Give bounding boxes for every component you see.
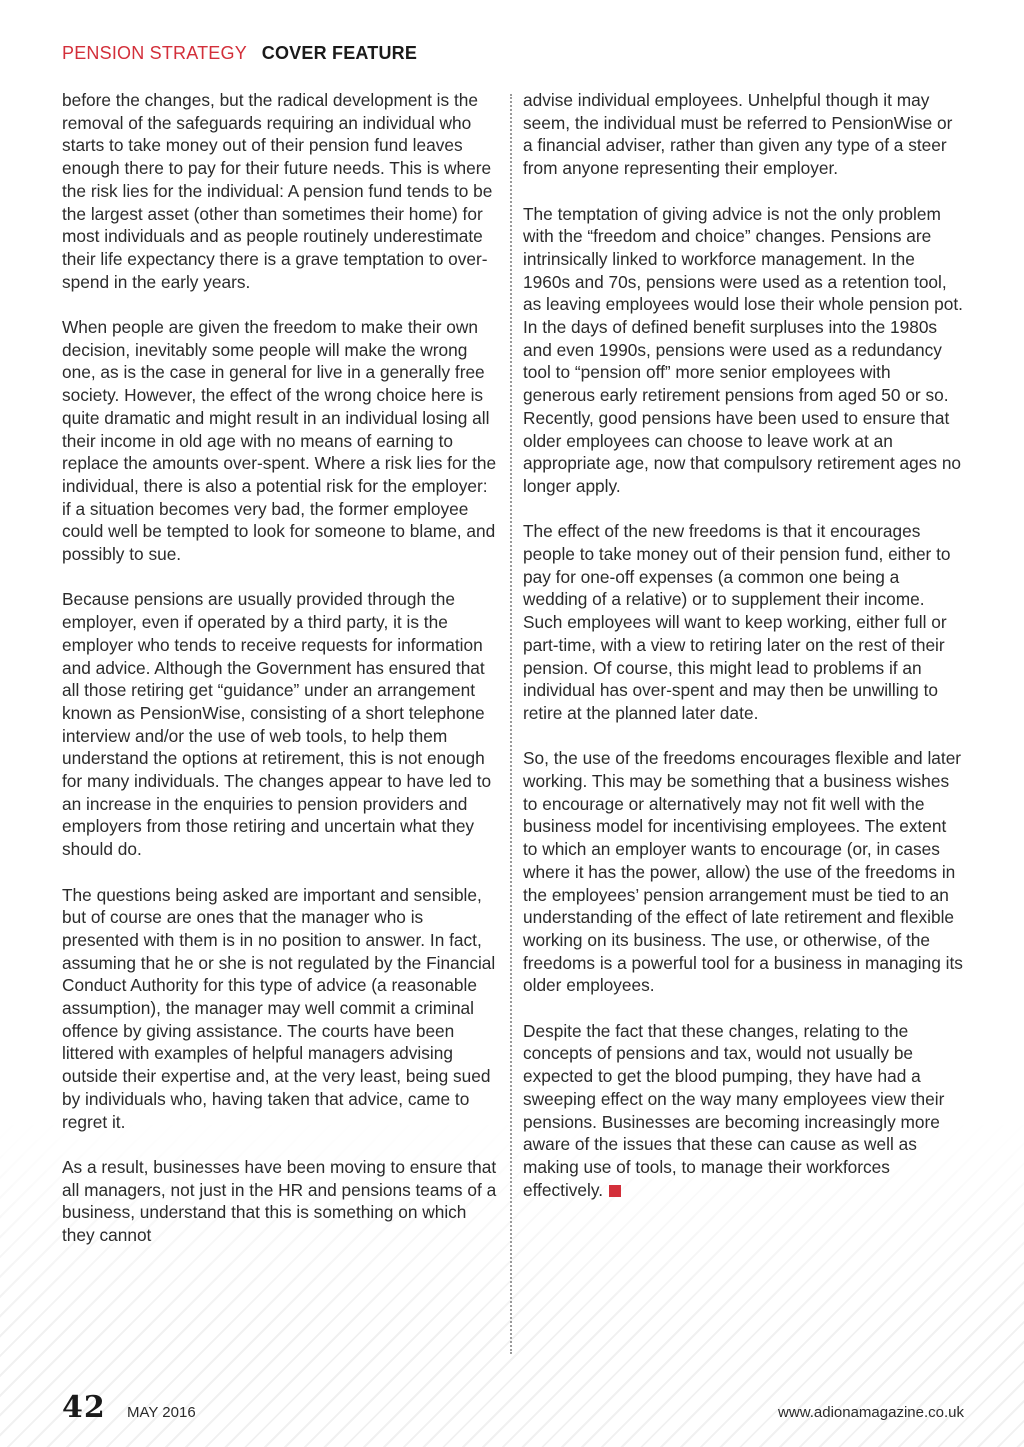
column-divider <box>510 94 512 1354</box>
paragraph-final <box>523 1020 965 1202</box>
feature-label: COVER FEATURE <box>261 43 418 63</box>
paragraph-text: Despite the fact that these changes, relating to the concepts of pensions and tax, would not usually be expected to get the blood pumping, they have had a sweeping effect on the way many employees view their pensions. Businesses are becoming increasingly more aware of the issues that these can cause as well as making use of tools, to manage their workforces effectively. <box>523 1020 945 1200</box>
website-url: www.adionamagazine.co.uk <box>778 1404 964 1421</box>
paragraph: Because pensions are usually provided through the employer, even if operated by a third party, it is the employer who tends to receive requests for information and advice. Although the Government has ensured that all those retiring get “guidance” under an arrangement known as PensionWise, consisting of a short telephone interview and/or the use of web tools, to help them understand the options at retirement, this is not enough for many individuals. The changes appear to have led to an increase in the enquiries to pension providers and employers from those retiring and uncertain what they should do. <box>62 589 492 860</box>
page-number: 42 <box>62 1390 106 1425</box>
article-column-left <box>62 89 498 1269</box>
paragraph: As a result, businesses have been moving to ensure that all managers, not just in the HR and pensions teams of a business, understand that this is something on which they cannot <box>62 1156 497 1246</box>
article-column-right <box>523 89 965 1224</box>
section-label: PENSION STRATEGY <box>62 43 247 63</box>
paragraph: before the changes, but the radical development is the removal of the safeguards requiring an individual who starts to take money out of their pension fund leaves enough there to pay for their future needs. This is where the risk lies for the individual: A pension fund tends to be the largest asset (other than sometimes their home) for most individuals and as people routinely underestimate their life expectancy there is a grave temptation to over-spend in the early years. <box>62 90 493 292</box>
paragraph: advise individual employees. Unhelpful though it may seem, the individual must be referred to PensionWise or a financial adviser, rather than given any type of a steer from anyone representing their employer. <box>523 90 953 179</box>
paragraph: The effect of the new freedoms is that it encourages people to take money out of their pension fund, either to pay for one-off expenses (a common one being a wedding of a relative) or to supplement their income. Such employees will want to keep working, either full or part-time, with a view to retiring later on the rest of their pension. Of course, this might lead to problems if an individual has over-spent and may then be unwilling to retire at the planned later date. <box>523 521 951 723</box>
issue-date: MAY 2016 <box>127 1404 196 1421</box>
paragraph: When people are given the freedom to make their own decision, inevitably some people will make the wrong one, as is the case in general for live in a generally free society. However, the effect of the wrong choice here is quite dramatic and might result in an individual losing all their income in old age with no means of earning to replace the amounts over-spent. Where a risk lies for the individual, there is also a potential risk for the employer: if a situation becomes very bad, the former employee could well be tempted to look for someone to blame, and possibly to sue. <box>62 317 497 565</box>
paragraph: The temptation of giving advice is not the only problem with the “freedom and choice” changes. Pensions are intrinsically linked to workforce management. In the 1960s and 70s, pensions were used as a retention tool, as leaving employees would lose their whole pension pot. In the days of defined benefit surpluses into the 1980s and even 1990s, pensions were used as a redundancy tool to “pension off” more senior employees with generous early retirement pensions from aged 50 or so. Recently, good pensions have been used to ensure that older employees can choose to leave work at an appropriate age, now that compulsory retirement ages no longer apply. <box>523 203 963 496</box>
end-mark-icon <box>609 1185 621 1197</box>
page-header <box>62 43 417 64</box>
paragraph: So, the use of the freedoms encourages flexible and later working. This may be something that a business wishes to encourage or alternatively may not fit well with the business model for incentivising employees. The extent to which an employer wants to encourage (or, in cases where it has the power, allow) the use of the freedoms in the employees’ pension arrangement must be tied to an understanding of the effect of late retirement and flexible working on its business. The use, or otherwise, of the freedoms is a powerful tool for a business in managing its older employees. <box>523 748 963 996</box>
paragraph: The questions being asked are important and sensible, but of course are ones that the manager who is presented with them is in no position to answer. In fact, assuming that he or she is not regulated by the Financial Conduct Authority for this type of advice (a reasonable assumption), the manager may well commit a criminal offence by giving assistance. The courts have been littered with examples of helpful managers advising outside their expertise and, at the very least, being sued by individuals who, having taken that advice, came to regret it. <box>62 884 496 1132</box>
